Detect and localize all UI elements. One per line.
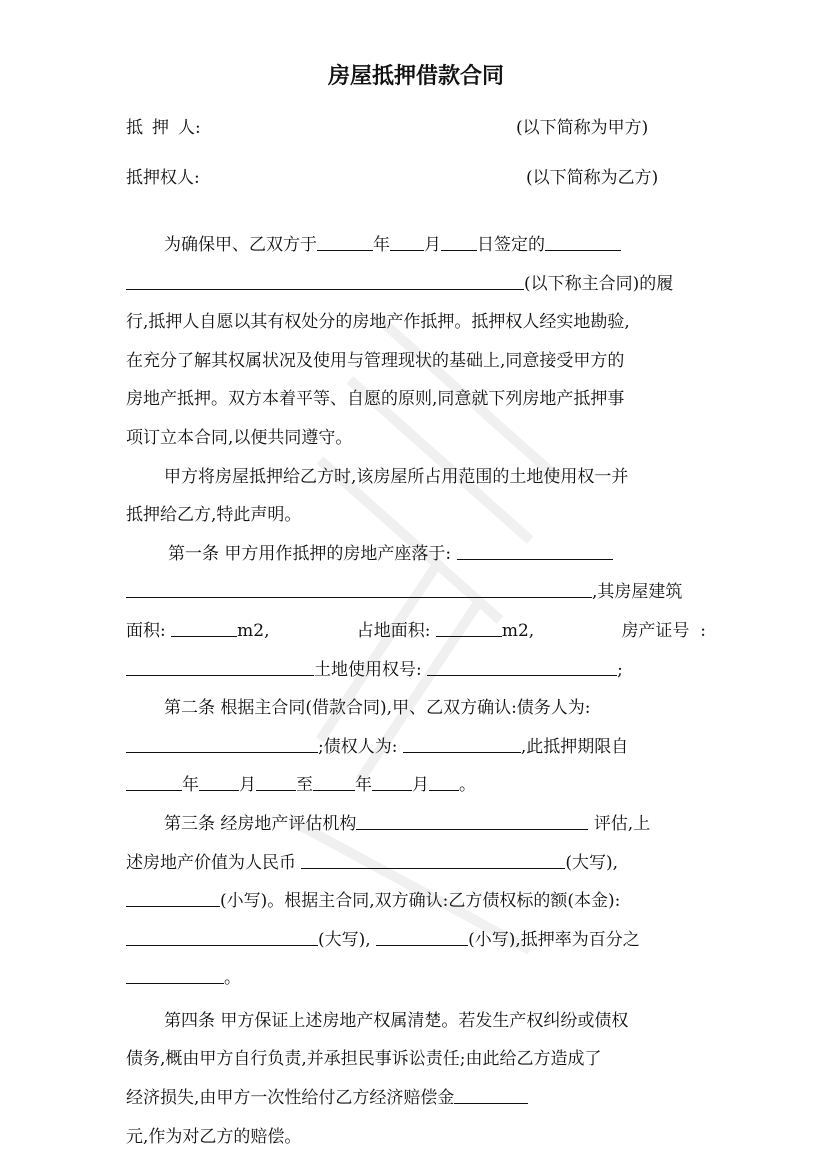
- statement-paragraph: [126, 458, 706, 535]
- intro-line: 为确保甲、乙双方于 年 月 日签定的: [126, 226, 706, 265]
- document-title: 房屋抵押借款合同: [327, 64, 504, 89]
- statement-line: 甲方将房屋抵押给乙方时,该房屋所占用范围的土地使用权一并: [164, 466, 629, 487]
- article-2-line: 年 月 至 年 月 。: [126, 766, 706, 805]
- article-2: [126, 689, 706, 805]
- intro-line: 房地产抵押。双方本着平等、自愿的原则,同意就下列房地产抵押事: [126, 389, 625, 410]
- mortgagee-note: (以下简称为乙方): [526, 168, 659, 188]
- intro-line: (以下称主合同)的履: [126, 265, 706, 304]
- intro-line: 行,抵押人自愿以其有权处分的房地产作抵押。抵押权人经实地勘验,: [126, 312, 630, 333]
- intro-paragraph: [126, 226, 706, 458]
- mortgagee-row: [126, 166, 706, 216]
- article-3-line: (小写)。根据主合同,双方确认:乙方债权标的额(本金):: [126, 882, 706, 921]
- statement-line: 抵押给乙方,特此声明。: [126, 505, 302, 526]
- intro-line: 项订立本合同,以便共同遵守。: [126, 427, 353, 448]
- contract-page: [126, 60, 706, 1156]
- article-3: [126, 805, 706, 998]
- article-1-line: 土地使用权号: ;: [126, 651, 706, 690]
- article-4-line: 元,作为对乙方的赔偿。: [126, 1126, 302, 1147]
- article-3-line: (大写), (小写),抵押率为百分之: [126, 921, 706, 960]
- mortgagor-label: 抵 押 人:: [126, 118, 201, 138]
- intro-line: 在充分了解其权属状况及使用与管理现状的基础上,同意接受甲方的: [126, 350, 625, 371]
- article-4-line: 债务,概由甲方自行负责,并承担民事诉讼责任;由此给乙方造成了: [126, 1049, 602, 1070]
- article-1-line: 面积: m2, 占地面积: m2, 房产证号 :: [126, 612, 706, 651]
- article-1: [126, 535, 706, 689]
- article-4-line: 经济损失,由甲方一次性给付乙方经济赔偿金: [126, 1079, 706, 1118]
- article-1-line: ,其房屋建筑: [126, 573, 706, 612]
- article-3-line: 。: [126, 959, 706, 998]
- article-4: [126, 1002, 706, 1156]
- mortgagee-label: 抵押权人:: [126, 168, 200, 188]
- article-2-line: ;债权人为: ,此抵押期限自: [126, 728, 706, 767]
- mortgagor-note: (以下简称为甲方): [516, 118, 649, 138]
- article-2-line: 第二条 根据主合同(借款合同),甲、乙双方确认:债务人为:: [164, 698, 591, 719]
- mortgagor-row: [126, 116, 706, 166]
- article-4-line: 第四条 甲方保证上述房地产权属清楚。若发生产权纠纷或债权: [164, 1010, 629, 1031]
- article-1-line: 第一条 甲方用作抵押的房地产座落于:: [126, 535, 706, 574]
- article-3-line: 第三条 经房地产评估机构 评估,上: [126, 805, 706, 844]
- article-3-line: 述房地产价值为人民币 (大写),: [126, 844, 706, 883]
